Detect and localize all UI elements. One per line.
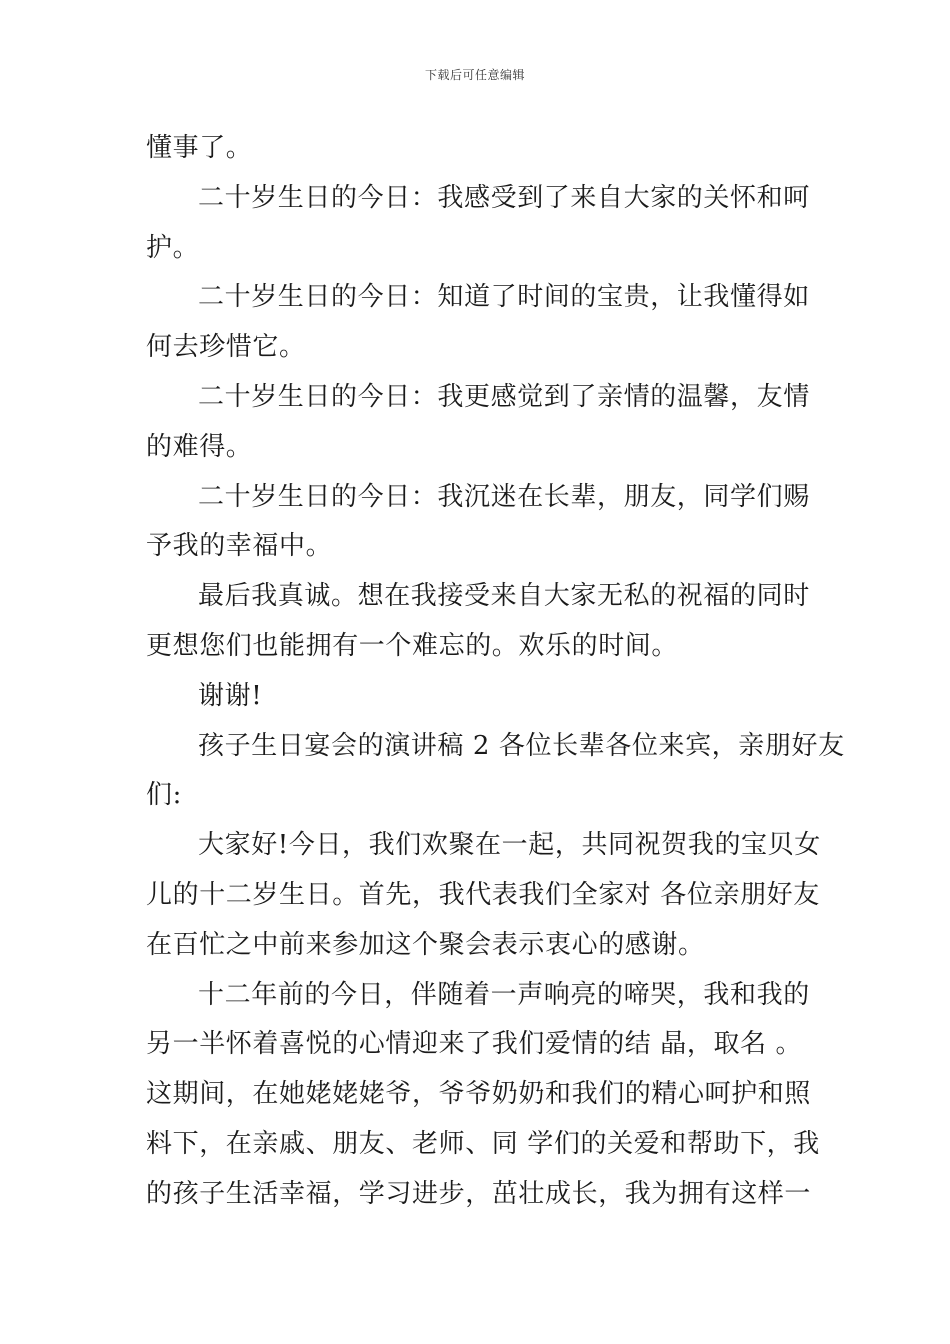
document-body xyxy=(146,124,845,1220)
text-line: 二十岁生日的今日：我更感觉到了亲情的温馨，友情 xyxy=(198,381,810,412)
text-line: 这期间，在她姥姥姥爷，爷爷奶奶和我们的精心呵护和照 xyxy=(146,1079,812,1110)
text-line: 谢谢! xyxy=(198,680,263,711)
text-line: 予我的幸福中。 xyxy=(146,531,333,562)
text-line: 们: xyxy=(146,780,182,811)
text-line: 护。 xyxy=(146,232,200,263)
text-line: 料下，在亲戚、朋友、老师、同 学们的关爱和帮助下，我 xyxy=(146,1128,820,1159)
text-line: 的孩子生活幸福，学习进步，茁壮成长，我为拥有这样一 xyxy=(146,1178,812,1209)
text-line: 大家好!今日，我们欢聚在一起，共同祝贺我的宝贝女 xyxy=(198,830,821,861)
text-line: 孩子生日宴会的演讲稿 2 各位长辈各位来宾，亲朋好友 xyxy=(198,730,845,761)
text-line: 在百忙之中前来参加这个聚会表示衷心的感谢。 xyxy=(146,929,705,960)
text-line: 的难得。 xyxy=(146,431,253,462)
text-line: 二十岁生日的今日：我沉迷在长辈，朋友，同学们赐 xyxy=(198,481,810,512)
text-line: 懂事了。 xyxy=(146,133,253,163)
text-line: 何去珍惜它。 xyxy=(146,332,306,363)
text-line: 儿的十二岁生日。首先，我代表我们全家对 各位亲朋好友 xyxy=(146,879,820,910)
text-line: 另一半怀着喜悦的心情迎来了我们爱情的结 晶，取名 。 xyxy=(146,1029,803,1060)
text-line: 最后我真诚。想在我接受来自大家无私的祝福的同时 xyxy=(198,581,810,612)
text-line: 更想您们也能拥有一个难忘的。欢乐的时间。 xyxy=(146,630,679,661)
text-line: 二十岁生日的今日：我感受到了来自大家的关怀和呵 xyxy=(198,182,810,213)
text-line: 十二年前的今日，伴随着一声响亮的啼哭，我和我的 xyxy=(198,979,810,1010)
page-header: 下载后可任意编辑 xyxy=(424,68,525,82)
text-line: 二十岁生日的今日：知道了时间的宝贵，让我懂得如 xyxy=(198,282,810,313)
